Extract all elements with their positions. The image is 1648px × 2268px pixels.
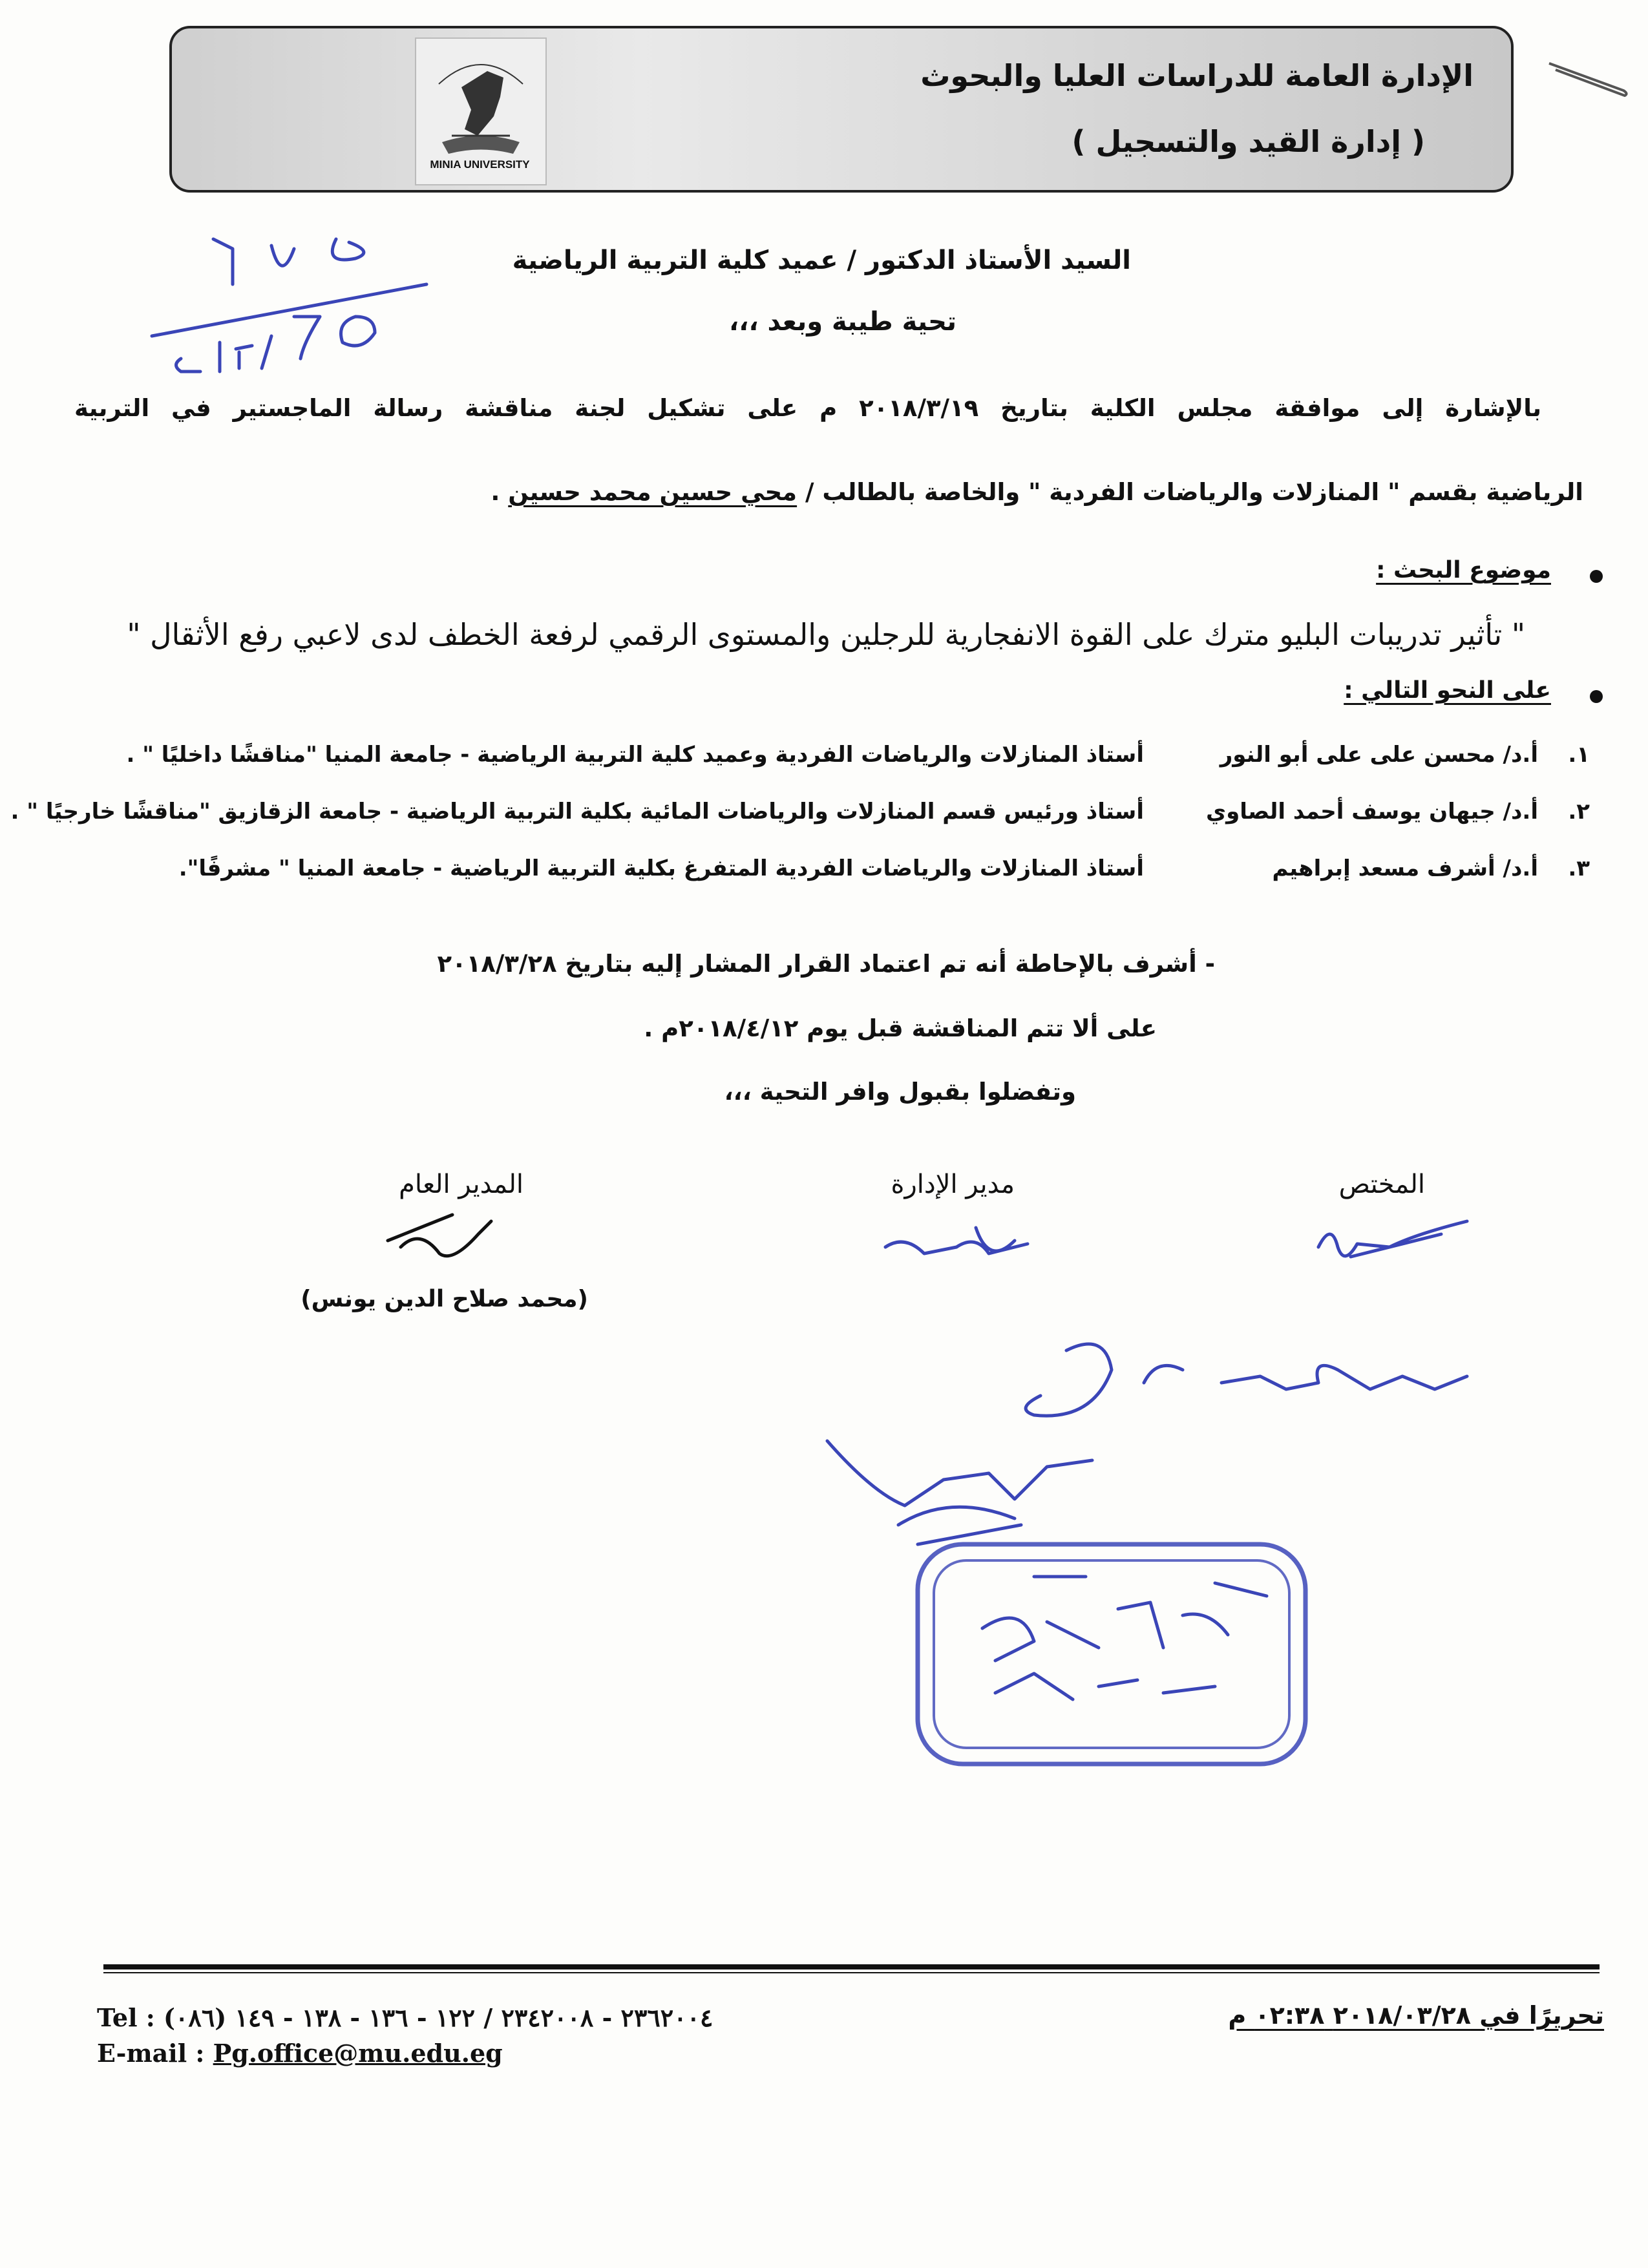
signature-title-dept-manager: مدير الإدارة	[891, 1170, 1015, 1199]
student-name: محي حسين محمد حسين	[508, 478, 798, 506]
member-number: ٢.	[1568, 799, 1590, 824]
member-name: أ.د/ محسن على على أبو النور	[1220, 742, 1538, 768]
general-manager-name: (محمد صلاح الدين يونس)	[301, 1286, 588, 1312]
paragraph-student	[491, 478, 1583, 506]
subject-label: موضوع البحث :	[1376, 557, 1551, 583]
specialist-signature	[1312, 1208, 1474, 1279]
paragraph-student-suffix: .	[491, 478, 509, 506]
footer-email	[97, 2039, 503, 2068]
bullet-icon	[1590, 570, 1603, 583]
signature-title-general-manager: المدير العام	[399, 1170, 523, 1199]
member-number: ١.	[1568, 742, 1590, 768]
paragraph-student-prefix: الرياضية بقسم " المنازلات والرياضات الفردية " والخاصة بالطالب /	[797, 478, 1583, 506]
written-at-timestamp: تحريرًا في ٢٠١٨/٠٣/٢٨ ٠٢:٣٨ م	[1228, 2001, 1604, 2030]
approval-note: - أشرف بالإحاطة أنه تم اعتماد القرار المشار إليه بتاريخ ٢٠١٨/٣/٢٨	[437, 950, 1215, 978]
member-role: أستاذ المنازلات والرياضات الفردية وعميد كلية التربية الرياضية - جامعة المنيا "مناقشًا داخليًا " .	[126, 742, 1144, 768]
email-link[interactable]: Pg.office@mu.edu.eg	[213, 2039, 503, 2068]
logo-caption: MINIA UNIVERSITY	[430, 158, 530, 171]
footer-divider-thin	[103, 1972, 1600, 1973]
dept-manager-signature	[879, 1208, 1047, 1279]
header-banner	[169, 26, 1514, 193]
footer-divider	[103, 1964, 1600, 1969]
general-manager-signature	[381, 1202, 504, 1273]
signature-title-specialist: المختص	[1338, 1170, 1425, 1199]
discussion-date-note: على ألا تتم المناقشة قبل يوم ٢٠١٨/٤/١٢م .	[644, 1014, 1157, 1042]
member-name: أ.د/ جيهان يوسف أحمد الصاوي	[1206, 799, 1538, 824]
official-stamp	[905, 1531, 1318, 1777]
bullet-icon	[1590, 690, 1603, 703]
header-subtitle: ( إدارة القيد والتسجيل )	[1072, 124, 1425, 159]
thesis-title: " تأثير تدريبات البليو مترك على القوة الانفجارية للرجلين والمستوى الرقمي لرفعة الخطف لدى لاعبي رفع الأثقال "	[127, 617, 1525, 652]
as-follows-label: على النحو التالي :	[1344, 677, 1551, 704]
email-label: E-mail :	[97, 2039, 213, 2068]
member-role: أستاذ ورئيس قسم المنازلات والرياضات المائية بكلية التربية الرياضية - جامعة الزقازيق "مناقشًا خارجيًا " .	[10, 799, 1144, 824]
member-number: ٣.	[1568, 856, 1590, 881]
header-title: الإدارة العامة للدراسات العليا والبحوث	[920, 58, 1474, 93]
closing: وتفضلوا بقبول وافر التحية ،،،	[724, 1078, 1076, 1106]
paper-clip-icon	[1546, 58, 1630, 97]
salutation: السيد الأستاذ الدكتور / عميد كلية التربية الرياضية	[512, 246, 1131, 275]
member-name: أ.د/ أشرف مسعد إبراهيم	[1272, 856, 1538, 881]
handwritten-reference	[142, 213, 439, 381]
greeting: تحية طيبة وبعد ،،،	[729, 307, 956, 337]
member-role: أستاذ المنازلات والرياضات الفردية المتفرغ بكلية التربية الرياضية - جامعة المنيا " مشرفًا".	[178, 856, 1144, 881]
footer-phone: Tel : (٠٨٦) ٢٣٦٢٠٠٤ - ٢٣٤٢٠٠٨ / ١٢٢ - ١٣٦ - ١٣٨ - ١٤٩	[97, 2003, 713, 2032]
paragraph-reference: بالإشارة إلى موافقة مجلس الكلية بتاريخ ٢٠١٨/٣/١٩ م على تشكيل لجنة مناقشة رسالة الماجستير في التربية	[74, 394, 1541, 422]
